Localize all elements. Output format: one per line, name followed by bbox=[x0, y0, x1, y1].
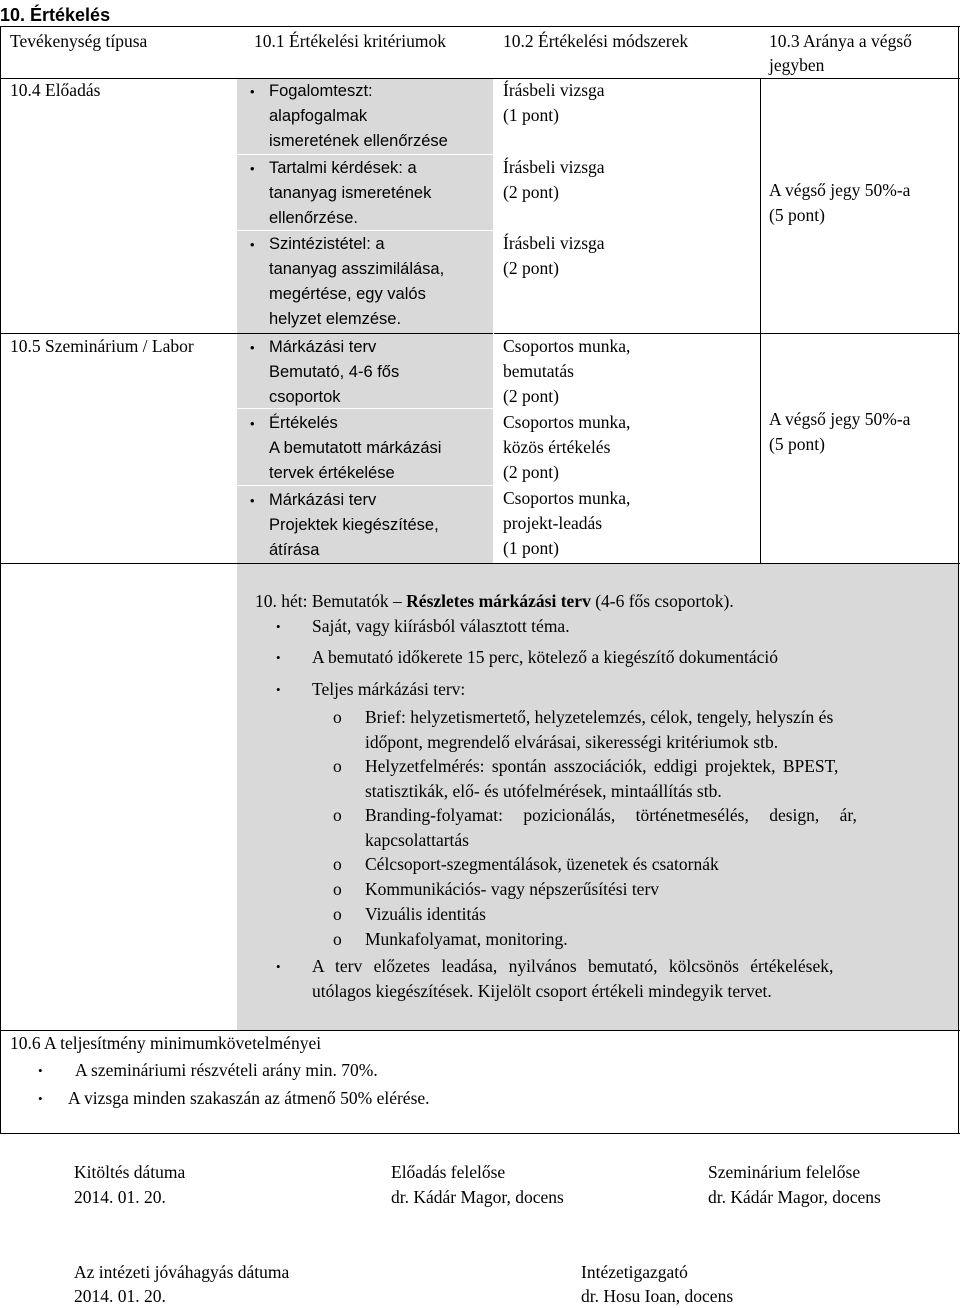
method-line: Csoportos munka, bbox=[503, 412, 631, 432]
detail-text: A bemutató időkerete 15 perc, kötelező a kiegészítő dokumentáció bbox=[312, 647, 779, 667]
circle-bullet-icon: o bbox=[333, 707, 342, 727]
method-line: közös értékelés bbox=[503, 437, 611, 457]
criteria-line: tervek értékelése bbox=[269, 464, 395, 482]
row-separator bbox=[237, 154, 760, 155]
criteria-line: csoportok bbox=[269, 388, 341, 406]
method-item bbox=[503, 155, 605, 205]
method-line: (2 pont) bbox=[503, 462, 559, 482]
criteria-line: alapfogalmak bbox=[269, 107, 368, 125]
director-name: dr. Hosu Ioan, docens bbox=[581, 1286, 734, 1306]
sub-line: Branding-folyamat: pozicionálás, történetmesélés, design, ár, bbox=[365, 805, 857, 825]
col-header-weight: 10.3 Aránya a végső bbox=[769, 31, 912, 51]
criteria-line: helyzet elemzése. bbox=[269, 310, 402, 328]
seminar-type: 10.5 Szeminárium / Labor bbox=[10, 336, 194, 356]
criteria-line: megértése, egy valós bbox=[269, 285, 426, 303]
col-header-methods: 10.2 Értékelési módszerek bbox=[503, 31, 689, 51]
sub-line: időpont, megrendelő elvárásai, sikerességi kritériumok stb. bbox=[365, 732, 779, 752]
weight-line: (5 pont) bbox=[769, 434, 825, 454]
criteria-line: Szintézistétel: a bbox=[269, 235, 385, 253]
criteria-line: tananyag ismeretének bbox=[269, 184, 432, 202]
method-line: Írásbeli vizsga bbox=[503, 233, 605, 253]
detail-text: A terv előzetes leadása, nyilvános bemutató, kölcsönös értékelések, bbox=[312, 956, 834, 976]
criteria-line: A bemutatott márkázási bbox=[269, 439, 442, 457]
circle-bullet-icon: o bbox=[333, 879, 342, 899]
bullet-icon: • bbox=[276, 619, 281, 634]
method-item bbox=[503, 231, 605, 281]
detail-text: Teljes márkázási terv: bbox=[312, 679, 466, 699]
lecture-weight bbox=[769, 178, 910, 228]
method-item bbox=[503, 486, 630, 561]
section-heading: 10. Értékelés bbox=[0, 5, 111, 25]
table-top-border bbox=[0, 26, 960, 27]
col4-border bbox=[760, 78, 761, 564]
method-line: (2 pont) bbox=[503, 182, 559, 202]
bullet-icon: • bbox=[250, 161, 255, 176]
method-line: projekt-leadás bbox=[503, 513, 603, 533]
criteria-line: ellenőrzése. bbox=[269, 209, 358, 227]
seminar-resp-label: Szeminárium felelőse bbox=[708, 1162, 861, 1182]
criteria-line: Bemutató, 4-6 fős bbox=[269, 363, 400, 381]
detail-text: utólagos kiegészítések. Kijelölt csoport értékeli mindegyik tervet. bbox=[312, 981, 772, 1001]
method-line: (1 pont) bbox=[503, 538, 559, 558]
bullet-icon: • bbox=[38, 1063, 43, 1078]
table-right-border bbox=[958, 26, 959, 1134]
table-bottom-border bbox=[0, 1133, 960, 1134]
criteria-line: Fogalomteszt: bbox=[269, 82, 373, 100]
bullet-icon: • bbox=[250, 84, 255, 99]
bullet-icon: • bbox=[276, 959, 281, 974]
sub-line: Célcsoport-szegmentálások, üzenetek és csatornák bbox=[365, 854, 719, 874]
bullet-icon: • bbox=[250, 237, 255, 252]
sub-line: statisztikák, elő- és utófelmérések, mintaállítás stb. bbox=[365, 781, 722, 801]
method-item bbox=[503, 78, 605, 128]
method-line: Írásbeli vizsga bbox=[503, 157, 605, 177]
bullet-icon: • bbox=[250, 416, 255, 431]
method-item bbox=[503, 410, 630, 485]
fill-date: 2014. 01. 20. bbox=[74, 1187, 166, 1207]
approval-label: Az intézeti jóváhagyás dátuma bbox=[74, 1262, 290, 1282]
detail-text: Saját, vagy kiírásból választott téma. bbox=[312, 616, 570, 636]
weight-line: A végső jegy 50%-a bbox=[769, 409, 911, 429]
minimum-text: A szemináriumi részvételi arány min. 70%. bbox=[75, 1060, 378, 1080]
weight-line: (5 pont) bbox=[769, 205, 825, 225]
method-line: (2 pont) bbox=[503, 386, 559, 406]
col-header-weight-line2: jegyben bbox=[769, 55, 825, 75]
method-line: (1 pont) bbox=[503, 105, 559, 125]
bullet-icon: • bbox=[250, 493, 255, 508]
col-header-activity: Tevékenység típusa bbox=[10, 31, 148, 51]
circle-bullet-icon: o bbox=[333, 929, 342, 949]
sub-line: Kommunikációs- vagy népszerűsítési terv bbox=[365, 879, 660, 899]
criteria-line: ismeretének ellenőrzése bbox=[269, 132, 448, 150]
criteria-line: Tartalmi kérdések: a bbox=[269, 159, 417, 177]
circle-bullet-icon: o bbox=[333, 756, 342, 776]
lecture-resp-label: Előadás felelőse bbox=[391, 1162, 506, 1182]
method-line: (2 pont) bbox=[503, 258, 559, 278]
sub-line: Helyzetfelmérés: spontán asszociációk, eddigi projektek, BPEST, bbox=[365, 756, 839, 776]
bullet-icon: • bbox=[38, 1091, 43, 1106]
criteria-line: Márkázási terv bbox=[269, 338, 377, 356]
approval-date: 2014. 01. 20. bbox=[74, 1286, 166, 1306]
week-line bbox=[255, 589, 734, 614]
bullet-icon: • bbox=[250, 340, 255, 355]
bullet-icon: • bbox=[276, 682, 281, 697]
sub-line: kapcsolattartás bbox=[365, 830, 469, 850]
director-label: Intézetigazgató bbox=[581, 1262, 688, 1282]
week-prefix: 10. hét: Bemutatók – bbox=[255, 591, 402, 611]
seminar-weight bbox=[769, 407, 910, 457]
method-line: Csoportos munka, bbox=[503, 336, 631, 356]
circle-bullet-icon: o bbox=[333, 904, 342, 924]
lecture-resp: dr. Kádár Magor, docens bbox=[391, 1187, 564, 1207]
criteria-line: Márkázási terv bbox=[269, 491, 377, 509]
criteria-line: átírása bbox=[269, 541, 320, 559]
sub-line: Munkafolyamat, monitoring. bbox=[365, 929, 568, 949]
week-suffix: (4-6 fős csoportok). bbox=[595, 591, 734, 611]
week-bold: Részletes márkázási terv bbox=[406, 591, 591, 611]
method-line: bemutatás bbox=[503, 361, 574, 381]
minimum-text: A vizsga minden szakaszán az átmenő 50% elérése. bbox=[68, 1088, 430, 1108]
sub-line: Brief: helyzetismertető, helyzetelemzés, célok, tengely, helyszín és bbox=[365, 707, 834, 727]
criteria-line: Értékelés bbox=[269, 414, 338, 432]
col-header-criteria: 10.1 Értékelési kritériumok bbox=[254, 31, 446, 51]
minimum-title: 10.6 A teljesítmény minimumkövetelményei bbox=[10, 1033, 322, 1053]
fill-date-label: Kitöltés dátuma bbox=[74, 1162, 186, 1182]
method-line: Írásbeli vizsga bbox=[503, 80, 605, 100]
circle-bullet-icon: o bbox=[333, 854, 342, 874]
lecture-type: 10.4 Előadás bbox=[10, 80, 101, 100]
bullet-icon: • bbox=[276, 650, 281, 665]
criteria-line: tananyag asszimilálása, bbox=[269, 260, 445, 278]
method-item bbox=[503, 334, 630, 409]
circle-bullet-icon: o bbox=[333, 805, 342, 825]
seminar-resp: dr. Kádár Magor, docens bbox=[708, 1187, 881, 1207]
method-line: Csoportos munka, bbox=[503, 488, 631, 508]
table-left-border bbox=[0, 26, 1, 1134]
weight-line: A végső jegy 50%-a bbox=[769, 180, 911, 200]
sub-line: Vizuális identitás bbox=[365, 904, 486, 924]
criteria-line: Projektek kiegészítése, bbox=[269, 516, 439, 534]
